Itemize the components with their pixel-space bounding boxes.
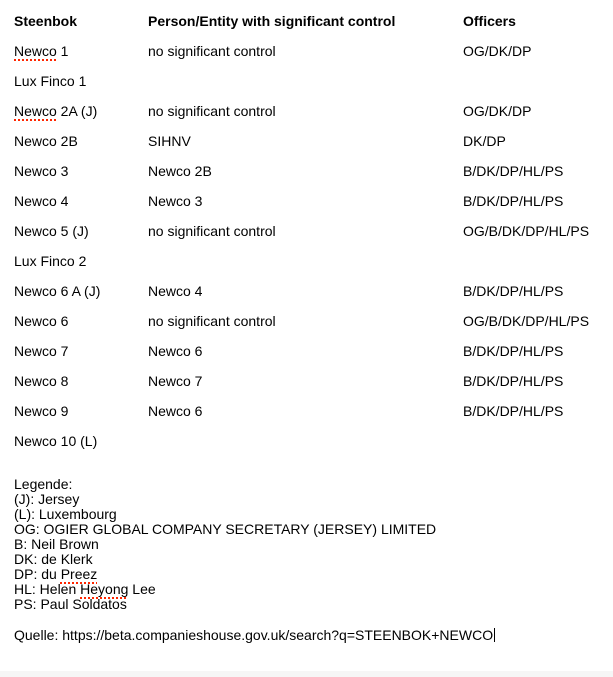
table-row [14,246,613,276]
table-row [14,156,613,186]
significant-control-cell: Newco 6 [148,343,203,359]
significant-control-cell [148,426,463,456]
table-header-row [14,6,613,36]
window-bottom-edge [0,671,613,677]
column-header-steenbok: Steenbok [14,13,78,29]
legend-entry: DK: de Klerk [14,551,93,567]
table-body [14,36,613,456]
steenbok-cell: Newco 2A (J) [14,103,98,119]
significant-control-cell: no significant control [148,223,276,239]
misspelled-word: Heyong [80,581,129,597]
significant-control-cell: Newco 7 [148,373,203,389]
misspelled-word: Newco [14,103,57,119]
officers-cell: B/DK/DP/HL/PS [463,193,564,209]
steenbok-cell: Newco 1 [14,43,69,59]
significant-control-cell [148,246,463,276]
officers-cell: OG/DK/DP [463,103,532,119]
legend-entry: PS: Paul Soldatos [14,596,127,612]
steenbok-cell: Newco 4 [14,193,69,209]
officers-cell: OG/B/DK/DP/HL/PS [463,313,590,329]
significant-control-cell: Newco 6 [148,403,203,419]
significant-control-cell: Newco 4 [148,283,203,299]
significant-control-cell: no significant control [148,43,276,59]
table-row [14,366,613,396]
column-header-significant-control: Person/Entity with significant control [148,13,396,29]
source-line [14,628,495,643]
misspelled-word: Preez [60,566,98,582]
table-row [14,186,613,216]
officers-cell [463,246,613,276]
significant-control-cell: no significant control [148,103,276,119]
table-row [14,276,613,306]
text-cursor [494,628,495,642]
significant-control-cell [148,66,463,96]
steenbok-cell: Newco 6 [14,313,69,329]
table-row [14,36,613,66]
table-row [14,126,613,156]
officers-cell: B/DK/DP/HL/PS [463,343,564,359]
officers-cell [463,426,613,456]
officers-cell: B/DK/DP/HL/PS [463,163,564,179]
steenbok-cell: Newco 9 [14,403,69,419]
steenbok-cell: Newco 10 (L) [14,433,98,449]
table-row [14,426,613,456]
steenbok-cell: Lux Finco 2 [14,253,87,269]
officers-cell: OG/DK/DP [463,43,532,59]
steenbok-cell: Newco 2B [14,133,78,149]
table-row [14,216,613,246]
legend-entry: (J): Jersey [14,491,80,507]
officers-cell [463,66,613,96]
steenbok-cell: Newco 7 [14,343,69,359]
significant-control-cell: no significant control [148,313,276,329]
source-text: Quelle: https://beta.companieshouse.gov.uk/search?q=STEENBOK+NEWCO [14,627,494,643]
table-row [14,396,613,426]
legend-entry: OG: OGIER GLOBAL COMPANY SECRETARY (JERSEY) LIMITED [14,521,437,537]
significant-control-cell: Newco 3 [148,193,203,209]
table-row [14,96,613,126]
officers-cell: B/DK/DP/HL/PS [463,283,564,299]
officers-cell: OG/B/DK/DP/HL/PS [463,223,590,239]
table-row [14,336,613,366]
table-row [14,66,613,96]
legend [14,477,436,612]
steenbok-cell: Newco 3 [14,163,69,179]
steenbok-cell: Newco 6 A (J) [14,283,101,299]
steenbok-cell: Newco 5 (J) [14,223,89,239]
company-table [14,6,613,456]
legend-entries [14,492,436,612]
officers-cell: B/DK/DP/HL/PS [463,403,564,419]
table-row [14,306,613,336]
significant-control-cell: Newco 2B [148,163,212,179]
officers-cell: B/DK/DP/HL/PS [463,373,564,389]
legend-entry: (L): Luxembourg [14,506,117,522]
legend-entry: DP: du Preez [14,566,98,582]
legend-entry: HL: Helen Heyong Lee [14,581,156,597]
column-header-officers: Officers [463,13,516,29]
officers-cell: DK/DP [463,133,506,149]
significant-control-cell: SIHNV [148,133,191,149]
legend-title: Legende: [14,476,73,492]
legend-entry: B: Neil Brown [14,536,99,552]
steenbok-cell: Newco 8 [14,373,69,389]
misspelled-word: Newco [14,43,57,59]
steenbok-cell: Lux Finco 1 [14,73,87,89]
